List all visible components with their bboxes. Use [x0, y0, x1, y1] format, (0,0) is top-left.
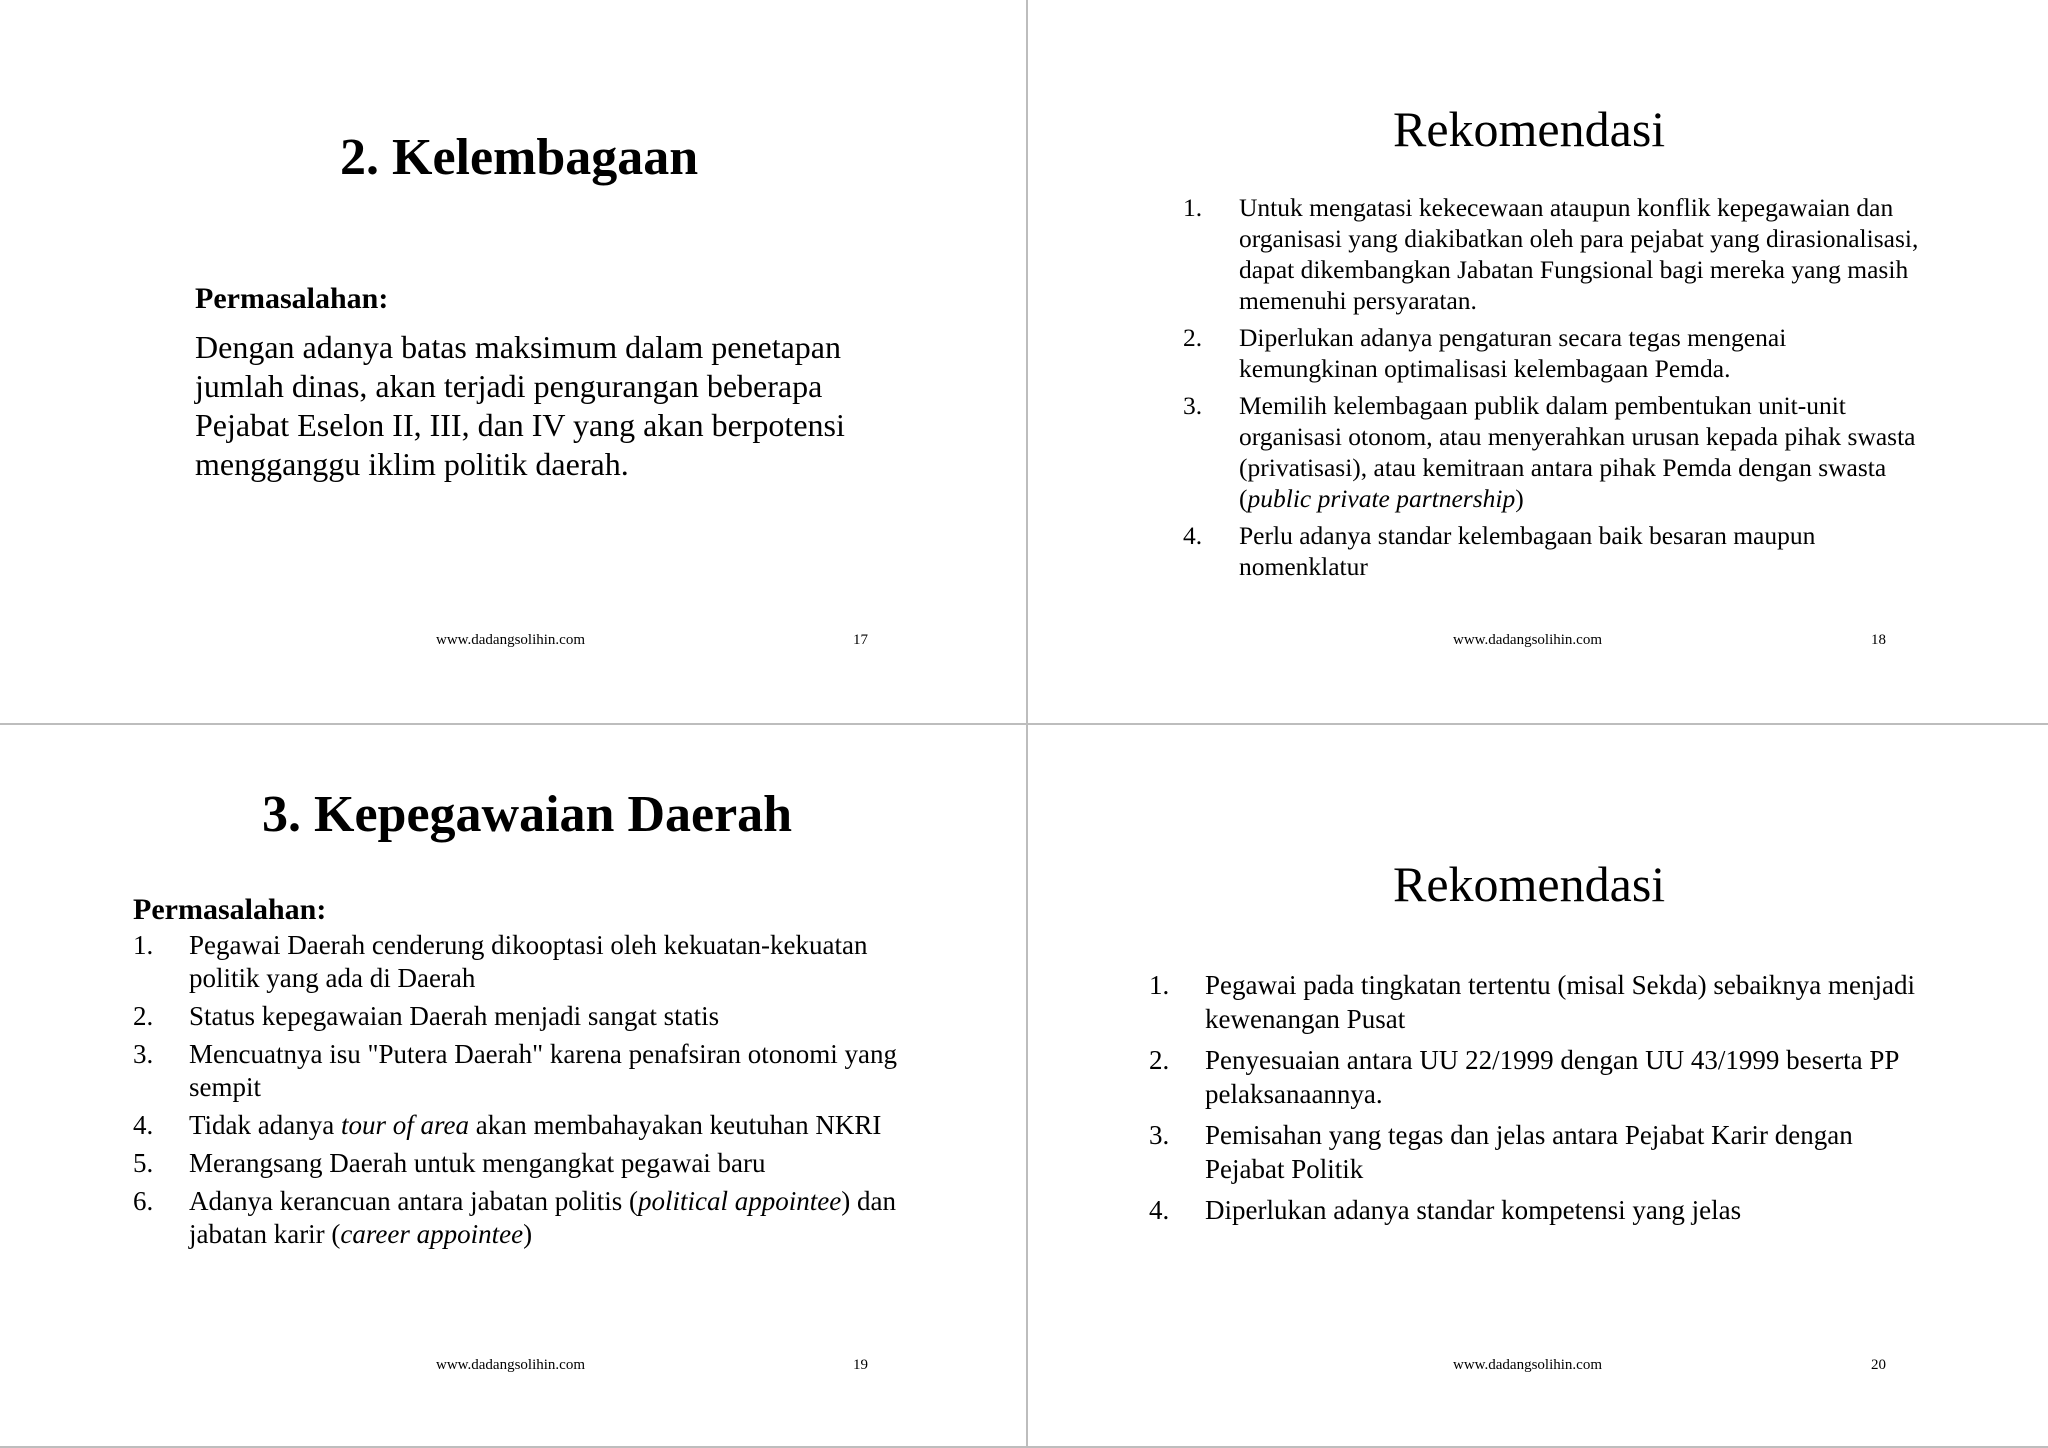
item-text-end: )	[523, 1219, 533, 1249]
slide-title: Rekomendasi	[1393, 856, 1666, 912]
item-text: Pegawai Daerah cenderung dikooptasi oleh kekuatan-kekuatan politik yang ada di Daerah	[189, 930, 868, 993]
item-text: Mencuatnya isu "Putera Daerah" karena penafsiran otonomi yang sempit	[189, 1039, 898, 1102]
item-text: Status kepegawaian Daerah menjadi sangat statis	[189, 1001, 720, 1031]
item-number: 2.	[1149, 1045, 1170, 1075]
item-number: 4.	[1149, 1195, 1170, 1225]
footer-url: www.dadangsolihin.com	[436, 632, 586, 648]
list-item	[133, 1147, 913, 1180]
item-number: 3.	[1183, 391, 1203, 420]
footer-url: www.dadangsolihin.com	[1453, 1357, 1603, 1373]
page-number: 17	[853, 632, 868, 648]
item-text: Pemisahan yang tegas dan jelas antara Pejabat Karir dengan Pejabat Politik	[1205, 1120, 1853, 1184]
recommendation-list	[1183, 192, 1923, 588]
recommendation-list	[1149, 968, 1929, 1234]
item-text: Diperlukan adanya pengaturan secara tegas mengenai kemungkinan optimalisasi kelembagaan Pemda.	[1239, 323, 1787, 383]
item-number: 4.	[133, 1110, 154, 1140]
slide-18	[1028, 0, 2048, 720]
list-item	[133, 1185, 913, 1251]
page-number: 19	[853, 1357, 868, 1373]
item-number: 2.	[1183, 323, 1203, 352]
item-text: Memilih kelembagaan publik dalam pembentukan unit-unit organisasi otonom, atau menyerahkan urusan kepada pihak swasta (privatisasi), atau kemitraan antara pihak Pemda dengan swasta (	[1239, 391, 1916, 513]
list-item	[133, 929, 913, 995]
item-number: 1.	[1149, 970, 1170, 1000]
item-text-end: akan membahayakan keutuhan NKRI	[468, 1110, 882, 1140]
list-item	[1183, 520, 1923, 582]
item-text: Penyesuaian antara UU 22/1999 dengan UU 43/1999 beserta PP pelaksanaannya.	[1205, 1045, 1899, 1109]
item-text: Merangsang Daerah untuk mengangkat pegawai baru	[189, 1148, 766, 1178]
item-text: Diperlukan adanya standar kompetensi yang jelas	[1205, 1195, 1742, 1225]
list-item	[1183, 322, 1923, 384]
item-number: 5.	[133, 1148, 154, 1178]
item-number: 3.	[133, 1039, 154, 1069]
item-text-italic: political appointee	[638, 1186, 842, 1216]
item-text: Perlu adanya standar kelembagaan baik besaran maupun nomenklatur	[1239, 521, 1816, 581]
item-number: 1.	[133, 930, 154, 960]
slide-19	[0, 725, 1024, 1445]
item-text-italic-2: career appointee	[340, 1219, 524, 1249]
item-text-mid: ) dan jabatan karir (	[189, 1186, 896, 1249]
problem-list	[133, 929, 913, 1256]
item-text: Tidak adanya	[189, 1110, 341, 1140]
item-text: Untuk mengatasi kekecewaan ataupun konflik kepegawaian dan organisasi yang diakibatkan oleh para pejabat yang dirasionalisasi, dapat dikembangkan Jabatan Fungsional bagi mereka yang masih memenuhi persyaratan.	[1239, 193, 1919, 315]
list-item	[1149, 1118, 1929, 1186]
slide-17	[0, 0, 1024, 720]
item-number: 4.	[1183, 521, 1203, 550]
problem-heading: Permasalahan:	[133, 893, 327, 926]
item-number: 2.	[133, 1001, 154, 1031]
item-text-italic: tour of area	[340, 1110, 469, 1140]
list-item	[1183, 390, 1923, 514]
slide-title: 3. Kepegawaian Daerah	[262, 786, 793, 843]
footer-url: www.dadangsolihin.com	[1453, 632, 1603, 648]
problem-paragraph: Dengan adanya batas maksimum dalam penetapan jumlah dinas, akan terjadi pengurangan beberapa Pejabat Eselon II, III, dan IV yang akan berpotensi mengganggu iklim politik daerah.	[195, 329, 845, 482]
slide-title: Rekomendasi	[1393, 101, 1666, 157]
item-text: Pegawai pada tingkatan tertentu (misal Sekda) sebaiknya menjadi kewenangan Pusat	[1205, 970, 1916, 1034]
slide-20	[1028, 725, 2048, 1445]
list-item	[133, 1109, 913, 1142]
list-item	[1183, 192, 1923, 316]
item-text-italic: public private partnership	[1247, 484, 1516, 513]
item-text-end: )	[1515, 484, 1524, 513]
item-number: 6.	[133, 1186, 154, 1216]
item-number: 1.	[1183, 193, 1203, 222]
list-item	[1149, 968, 1929, 1036]
item-number: 3.	[1149, 1120, 1170, 1150]
list-item	[1149, 1043, 1929, 1111]
item-text: Adanya kerancuan antara jabatan politis (	[189, 1186, 639, 1216]
problem-heading: Permasalahan:	[195, 282, 389, 315]
page-number: 18	[1871, 632, 1886, 648]
list-item	[133, 1000, 913, 1033]
list-item	[1149, 1193, 1929, 1227]
list-item	[133, 1038, 913, 1104]
page-number: 20	[1871, 1357, 1886, 1373]
slide-title: 2. Kelembagaan	[340, 129, 699, 186]
footer-url: www.dadangsolihin.com	[436, 1357, 586, 1373]
